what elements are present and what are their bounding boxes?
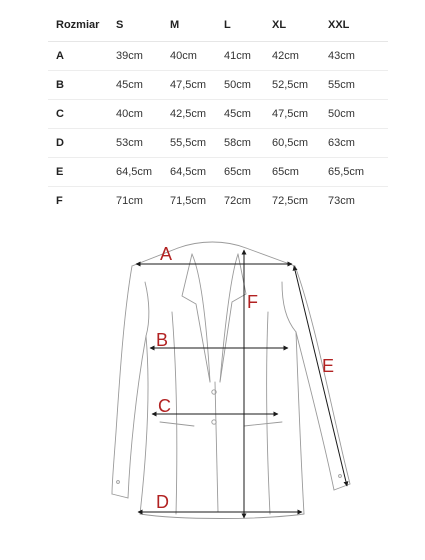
table-cell: 65cm <box>264 158 320 187</box>
table-cell: 45cm <box>216 100 264 129</box>
table-cell: 71cm <box>108 187 162 216</box>
size-table <box>48 8 388 215</box>
label-e: E <box>322 356 335 376</box>
row-label: A <box>48 42 108 71</box>
table-cell: 64,5cm <box>162 158 216 187</box>
row-label: F <box>48 187 108 216</box>
table-cell: 60,5cm <box>264 129 320 158</box>
header-size-m: M <box>170 18 180 31</box>
table-cell: 50cm <box>216 71 264 100</box>
row-label: B <box>48 71 108 100</box>
table-cell: 72,5cm <box>264 187 320 216</box>
table-cell: 40cm <box>108 100 162 129</box>
measure-line-e <box>294 266 347 486</box>
table-cell: 53cm <box>108 129 162 158</box>
jacket-measurement-diagram <box>0 232 425 532</box>
label-a: A <box>160 244 173 264</box>
table-row <box>48 129 388 158</box>
table-cell: 55,5cm <box>162 129 216 158</box>
table-cell: 39cm <box>108 42 162 71</box>
table-row <box>48 71 388 100</box>
header-rozmiar: Rozmiar <box>56 18 100 31</box>
row-label: E <box>48 158 108 187</box>
table-cell: 41cm <box>216 42 264 71</box>
table-cell: 40cm <box>162 42 216 71</box>
label-d: D <box>156 492 169 512</box>
table-cell: 52,5cm <box>264 71 320 100</box>
label-f: F <box>247 292 258 312</box>
table-row <box>48 158 388 187</box>
table-cell: 65cm <box>216 158 264 187</box>
table-header-row <box>48 8 388 42</box>
table-cell: 42,5cm <box>162 100 216 129</box>
table-cell: 47,5cm <box>264 100 320 129</box>
table-cell: 42cm <box>264 42 320 71</box>
table-row <box>48 42 388 71</box>
table-cell: 72cm <box>216 187 264 216</box>
table-cell: 65,5cm <box>320 158 388 187</box>
label-b: B <box>156 330 169 350</box>
header-size-xxl: XXL <box>328 18 350 31</box>
table-row <box>48 100 388 129</box>
measurement-lines <box>136 250 347 518</box>
table-cell: 43cm <box>320 42 388 71</box>
table-cell: 50cm <box>320 100 388 129</box>
table-cell: 58cm <box>216 129 264 158</box>
jacket-outline <box>112 242 350 519</box>
table-cell: 55cm <box>320 71 388 100</box>
header-size-s: S <box>116 18 124 31</box>
table-cell: 47,5cm <box>162 71 216 100</box>
table-cell: 64,5cm <box>108 158 162 187</box>
table-cell: 71,5cm <box>162 187 216 216</box>
label-c: C <box>158 396 171 416</box>
row-label: D <box>48 129 108 158</box>
table-cell: 45cm <box>108 71 162 100</box>
table-cell: 63cm <box>320 129 388 158</box>
table-row <box>48 187 388 216</box>
header-size-xl: XL <box>272 18 287 31</box>
row-label: C <box>48 100 108 129</box>
header-size-l: L <box>224 18 231 31</box>
table-cell: 73cm <box>320 187 388 216</box>
